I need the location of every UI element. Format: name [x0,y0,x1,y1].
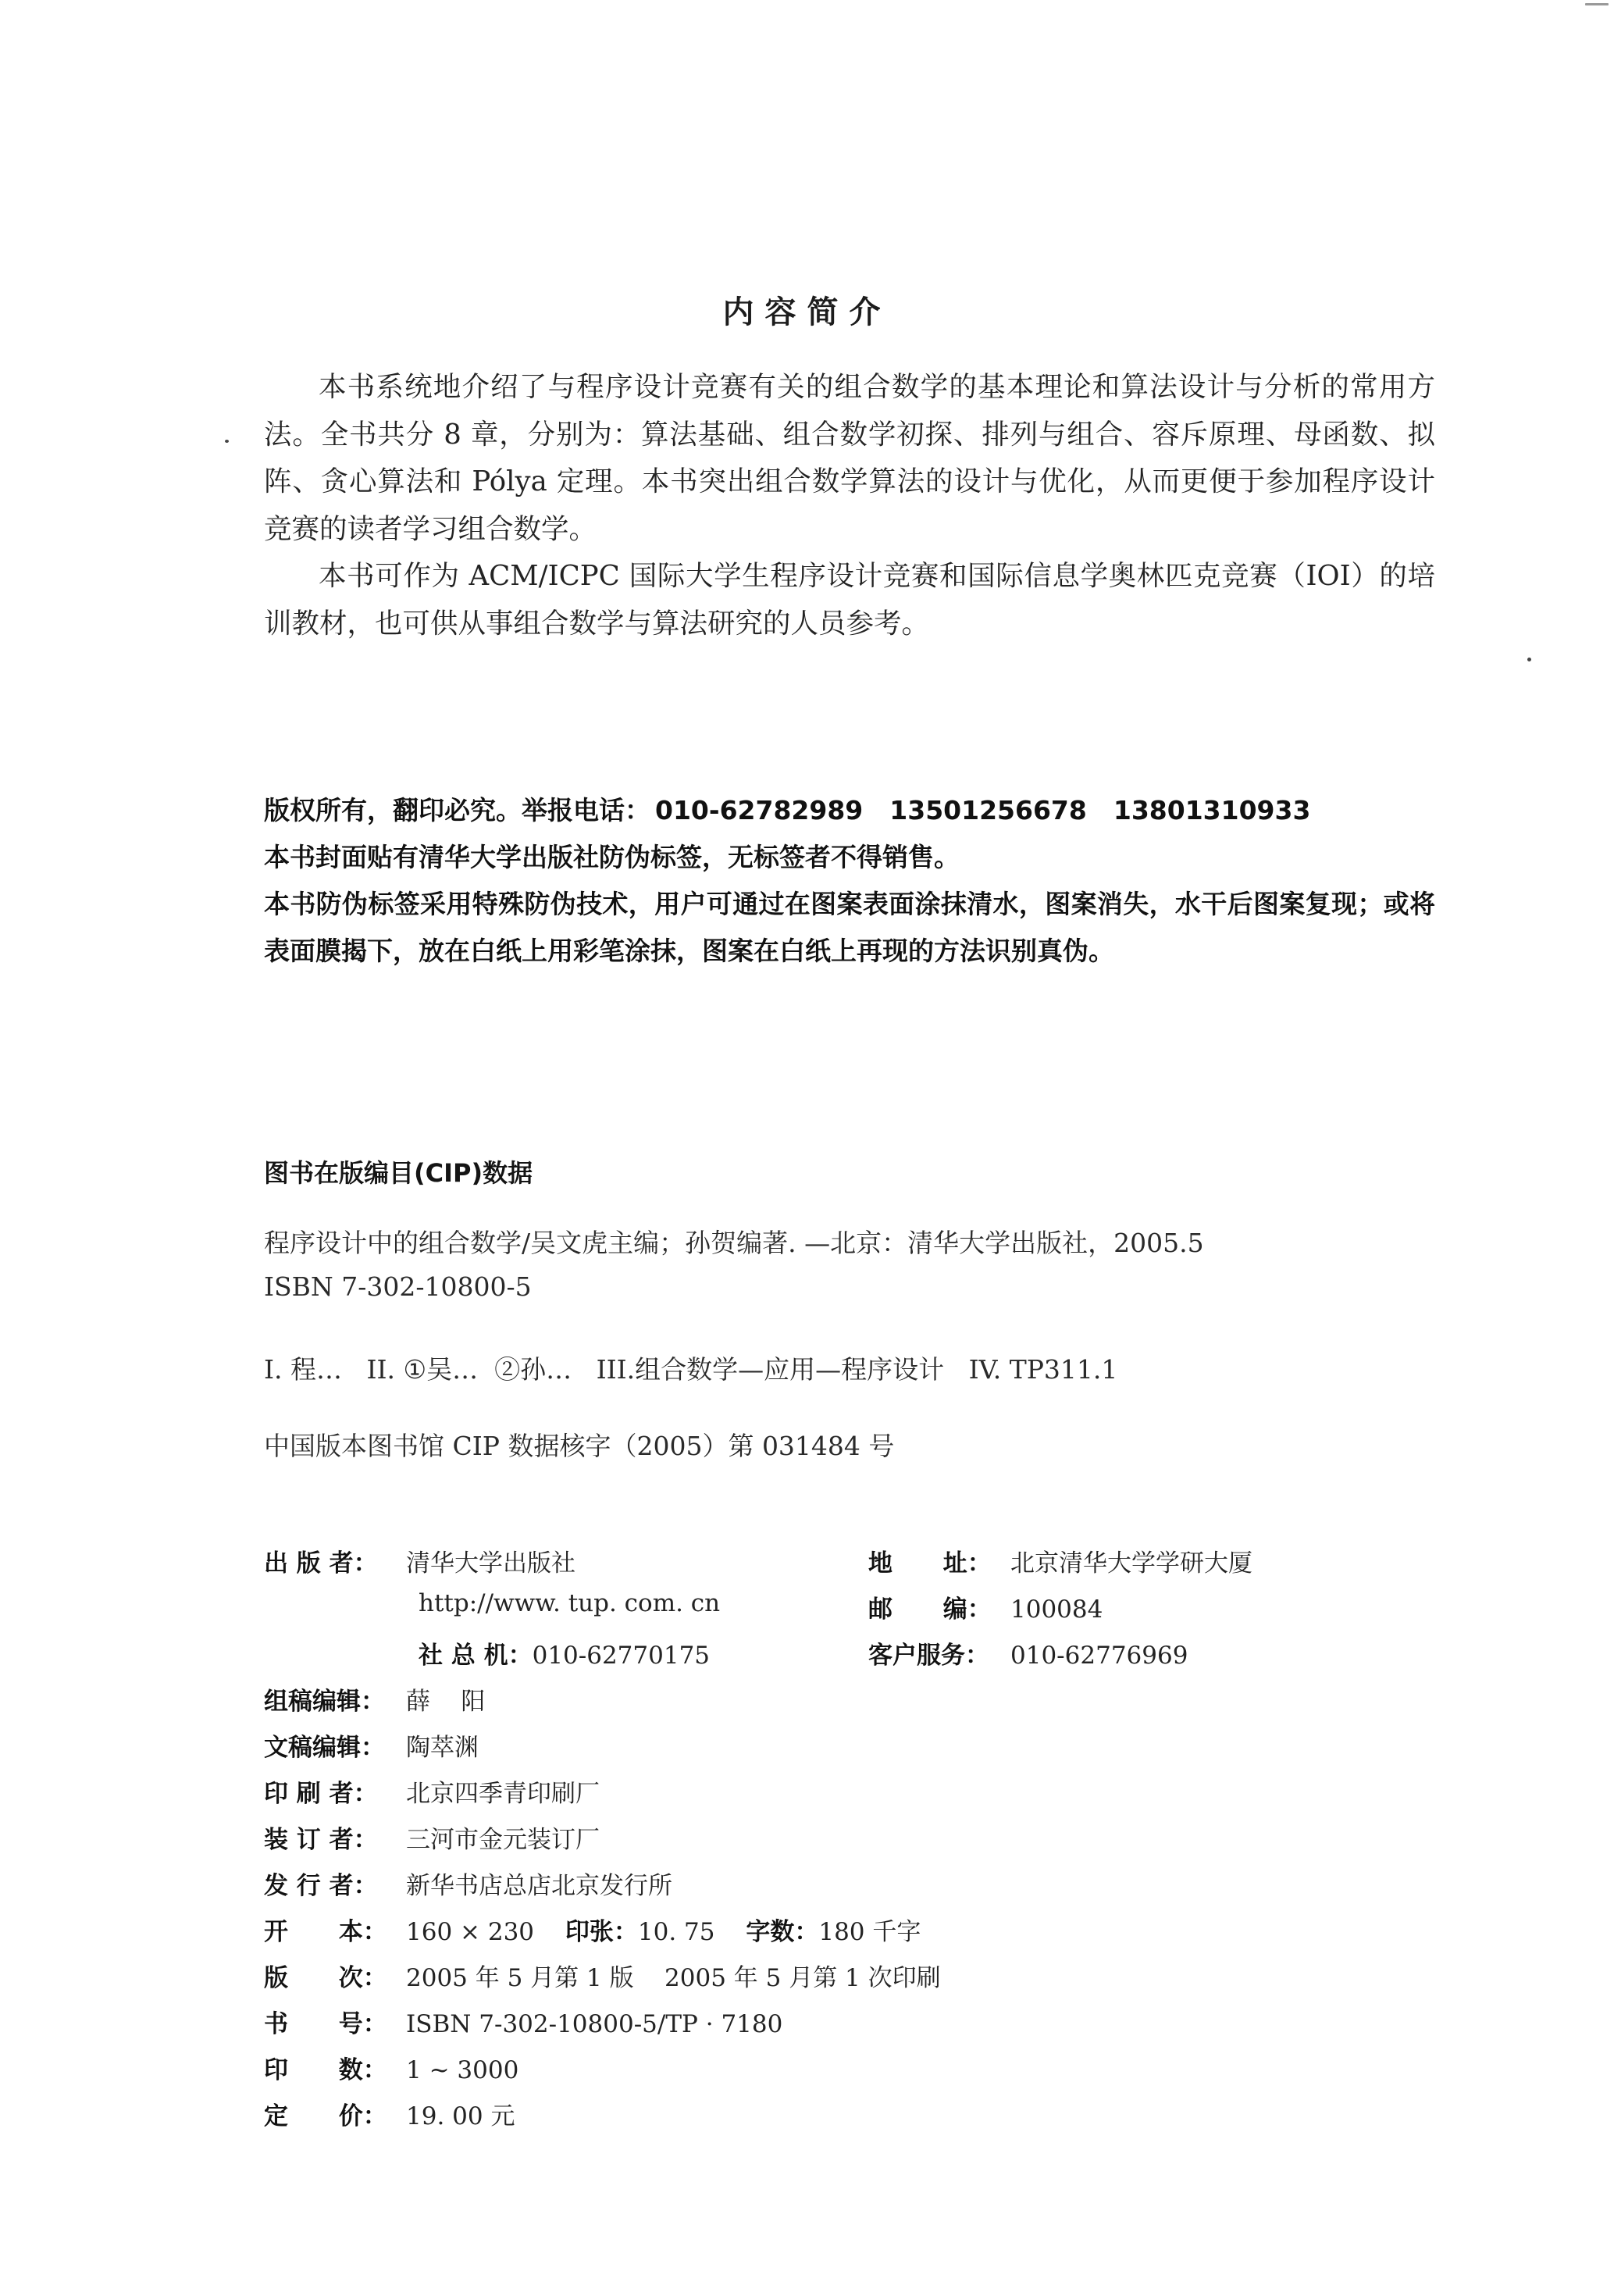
binder-row: 装 订 者： 三河市金元装订厂 [264,1826,600,1854]
switchboard-row: 社 总 机：010-62770175 [419,1642,711,1670]
cip-heading: 图书在版编目(CIP)数据 [264,1158,533,1188]
summary-paragraph-2: 本书可作为 ACM/ICPC 国际大学生程序设计竞赛和国际信息学奥林匹克竞赛（IOI）的培训教材，也可供从事组合数学与算法研究的人员参考。 [264,560,1435,640]
label-notice: 本书封面贴有清华大学出版社防伪标签，无标签者不得销售。 [264,842,960,872]
phone-number: 13501256678 [889,795,1087,825]
cip-classification-line: I. 程… II. ①吴… ②孙… III.组合数学—应用—程序设计 IV. TP311.1 [264,1354,1118,1385]
cip-title-line: 程序设计中的组合数学/吴文虎主编；孙贺编著. —北京：清华大学出版社，2005.5 [264,1228,1204,1258]
cip-record-line: 中国版本图书馆 CIP 数据核字（2005）第 031484 号 [264,1431,895,1461]
scan-speck [1585,3,1609,5]
acquisitions-editor-row: 组稿编辑： 薛 阳 [264,1688,486,1716]
cip-isbn-line: ISBN 7-302-10800-5 [264,1271,532,1302]
address-row: 地 址： 北京清华大学学研大厦 [868,1549,1252,1578]
distributor-row: 发 行 者： 新华书店总店北京发行所 [264,1872,672,1900]
report-phone-line: 版权所有，翻印必究。举报电话： 010-62782989 13501256678 13801310933 [264,787,1435,834]
customer-service-row: 客户服务： 010-62776969 [868,1642,1188,1670]
phone-number: 010-62782989 [655,795,864,825]
anti-counterfeit-notice: 本书防伪标签采用特殊防伪技术，用户可通过在图案表面涂抹清水，图案消失，水干后图案复现；或将表面膜揭下，放在白纸上用彩笔涂抹，图案在白纸上再现的方法识别真伪。 [264,889,1436,966]
postcode-row: 邮 编： 100084 [868,1595,1103,1624]
page-title: 内容简介 [722,294,892,330]
scan-speck [1527,658,1531,661]
book-summary [264,364,1435,647]
format-row: 开 本： 160 × 230 印张：10. 75 字数：180 千字 [264,1918,921,1946]
printer-row: 印 刷 者： 北京四季青印刷厂 [264,1780,600,1808]
website-row: http://www. tup. com. cn [419,1589,721,1617]
summary-paragraph-1: 本书系统地介绍了与程序设计竞赛有关的组合数学的基本理论和算法设计与分析的常用方法。全书共分 8 章，分别为：算法基础、组合数学初探、排列与组合、容斥原理、母函数、拟阵、贪心算法和 Pólya 定理。本书突出组合数学算法的设计与优化，从而更便于参加程序设计竞赛的读者学习组合数学。 [264,371,1435,545]
print-count-row: 印 数： 1 ~ 3000 [264,2056,519,2084]
copyright-notice [264,787,1435,975]
price-row: 定 价： 19. 00 元 [264,2102,515,2130]
book-number-row: 书 号： ISBN 7-302-10800-5/TP · 7180 [264,2010,783,2038]
copy-editor-row: 文稿编辑： 陶萃渊 [264,1734,479,1762]
scan-speck [225,440,229,443]
publisher-row: 出 版 者： 清华大学出版社 [264,1549,575,1578]
phone-number: 13801310933 [1113,795,1311,825]
edition-row: 版 次： 2005 年 5 月第 1 版 2005 年 5 月第 1 次印刷 [264,1964,941,1992]
